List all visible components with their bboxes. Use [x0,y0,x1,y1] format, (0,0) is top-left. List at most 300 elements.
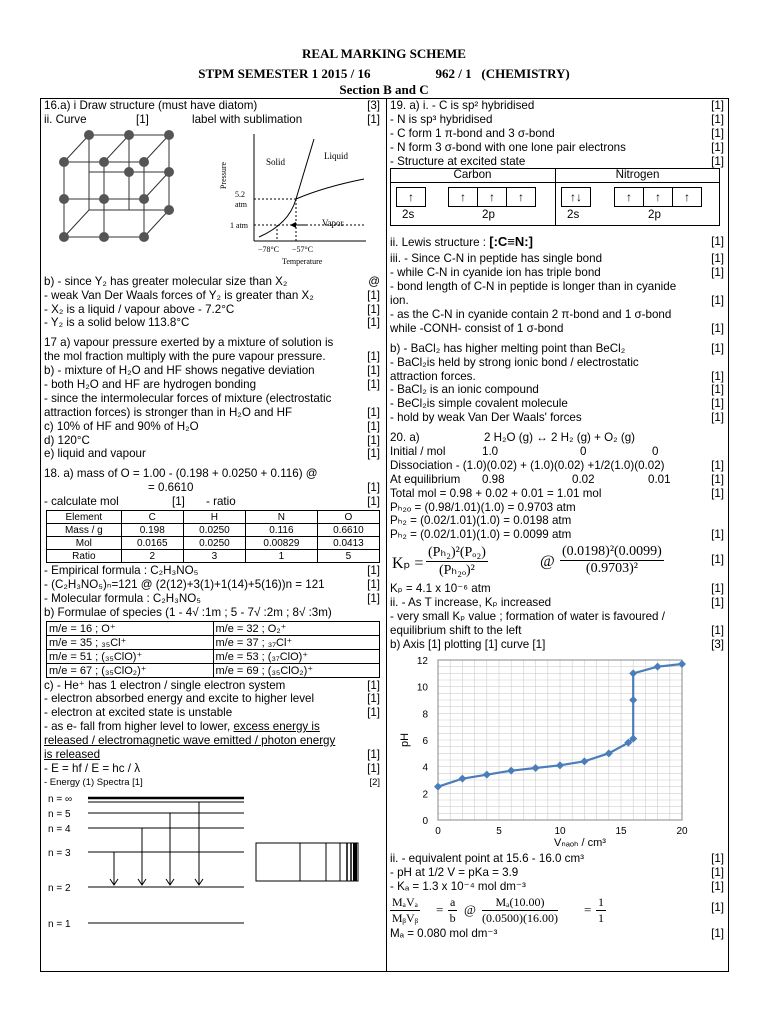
q17-line [44,364,382,378]
vapor-label: Vapor [322,217,344,228]
q19-line [390,397,726,411]
q19-text: attraction forces. [390,369,476,383]
q18-line [44,606,382,620]
ratio-denominator: 1 [598,911,604,926]
q20-text: 0.02 [572,472,595,486]
q20-text: 0.01 [648,472,671,486]
mark: [3] [711,637,724,651]
mark: [1] [367,433,380,447]
table-cell: m/e = 67 ; (₃₅ClO₂)⁺ [47,663,214,677]
y-tick-label: 0 [422,815,428,827]
section-title: Section B and C [339,82,429,97]
mark: [1] [711,582,724,596]
data-point [458,774,466,782]
orbital-box: ↑↓ [561,187,591,207]
mark: [1] [367,350,380,364]
q19-text: 19. a) i. - C is sp² hybridised [390,99,535,112]
ratio-denominator: b [449,911,456,926]
q19-line [390,356,726,370]
document-title: REAL MARKING SCHEME [302,46,466,61]
liquid-label: Liquid [324,150,348,161]
table-cell: m/e = 53 ; (₃₇ClO)⁺ [213,649,380,663]
q17-text: the mol fraction multiply with the pure vapour pressure. [44,350,326,364]
ab-fraction [448,895,457,926]
energy-level-label: n = ∞ [48,793,73,805]
orbital-box: ↑ [448,187,478,207]
lattice-structure-diagram [44,127,194,245]
q19-line [390,294,726,308]
q20-equation: 2 H₂O (g) ↔ 2 H₂ (g) + O₂ (g) [484,431,636,445]
table-cell: 2 [121,550,183,563]
q19-line [390,383,726,397]
q18-text: - Empirical formula : C₂H₃NO₅ [44,564,199,578]
q18-text: is released [44,748,101,762]
q17-text: 17 a) vapour pressure exerted by a mixture of solution is [44,336,334,350]
q19-line [390,113,726,127]
table-cell: 0.6610 [317,524,379,537]
right-column [390,99,726,941]
ratio-denominator: (0.0500)(16.00) [482,911,558,926]
table-cell: Ratio [47,550,122,563]
mark: [1] [367,316,380,330]
energy-level-label: n = 1 [48,918,71,930]
data-point [434,782,442,790]
q18-text: - Molecular formula : C₂H₃NO₅ [44,591,201,605]
temperature-tick: −57°C [292,244,314,254]
y-tick-label: 10 [416,682,428,694]
mark: [3] [367,99,380,112]
q20-text: - pH at 1/2 V = pKa = 3.9 [390,865,519,879]
q20-line [390,624,726,638]
mark: [1] [367,577,380,591]
q20-text: ii. - As T increase, Kₚ increased [390,596,552,610]
q19-line [390,232,726,252]
data-point [629,669,637,677]
mark: [1] [711,112,724,126]
q18-text: excess energy is [233,720,320,734]
orbital-box: ↑ [477,187,507,207]
mark: [1] [711,154,724,168]
q20-line [390,473,726,487]
mark: [1] [711,235,724,249]
q20-line [390,431,726,445]
q18-line [44,762,382,776]
q19-text: - C form 1 π-bond and 3 σ-bond [390,126,555,140]
q17-text: b) - mixture of H₂O and HF shows negative deviation [44,364,315,378]
energy-level-diagram [44,790,382,930]
mark: [1] [711,140,724,154]
energy-level-label: n = 4 [48,823,71,835]
energy-level-label: n = 2 [48,882,71,894]
mark: [1] [711,528,724,542]
q19-text: - BaCl₂ is an ionic compound [390,383,539,397]
data-point [532,764,540,772]
orbital-box: ↑ [643,187,673,207]
x-tick-label: 15 [615,825,627,837]
solid-label: Solid [266,156,286,167]
q17-line [44,350,382,364]
q19-line [390,155,726,169]
q16-text: label with sublimation [192,112,303,126]
table-row [47,663,380,677]
mark: [1] [711,369,724,383]
temperature-axis-label: Temperature [282,256,323,266]
orbital-box: ↑ [614,187,644,207]
q16-line [44,316,382,330]
data-point [580,757,588,765]
q18-text: - electron absorbed energy and excite to higher level [44,692,315,706]
table-cell: m/e = 51 ; (₃₅ClO)⁺ [47,649,214,663]
q19-text: while -CONH- consist of 1 σ-bond [390,321,564,335]
titration-curve-chart [390,652,726,852]
q17-text: c) 10% of HF and 90% of H₂O [44,419,199,433]
mark: [1] [136,112,149,126]
energy-level-label: n = 3 [48,847,71,859]
q20-text: - Kₐ = 1.3 x 10⁻⁴ mol dm⁻³ [390,879,526,893]
q18-line [44,495,382,509]
q18-line [44,564,382,578]
q17-line [44,378,382,392]
mark: [1] [367,591,380,605]
mark: [1] [711,321,724,335]
q18-text: = 0.6610 [148,481,194,495]
q16-line [44,113,382,127]
q20-text: equilibrium shift to the left [390,623,522,637]
mark: [1] [367,481,380,495]
orbital-2s-label: 2s [402,208,415,222]
q20-text: Dissociation - (1.0)(0.02) + (1.0)(0.02) +1/2(1.0)(0.02) [390,458,665,472]
q20-text: Pₕ₂ = (0.02/1.01)(1.0) = 0.0099 atm [390,528,572,542]
mark: [1] [367,288,380,302]
q18-line [44,734,382,748]
q18-text: - (C₂H₃NO₅)ₙ=121 @ (2(12)+3(1)+1(14)+5(16))n = 121 [44,577,325,591]
table-header: C [121,511,183,524]
kp-label: Kₚ = [392,555,424,573]
q20-line [390,610,726,624]
q20-line [390,927,726,941]
q16-text: ii. Curve [44,112,87,126]
q18-line [44,592,382,606]
q17-line [44,336,382,350]
q20-text: 0 [652,445,659,459]
mark: [1] [711,294,724,308]
equals-sign: = [584,902,592,918]
table-cell: m/e = 69 ; (₃₅ClO₂)⁺ [213,663,380,677]
mark: [1] [711,596,724,610]
equals-sign: = [436,902,444,918]
table-cell: m/e = 35 ; ₃₅Cl⁺ [47,635,214,649]
q20-text: - very small Kₚ value ; formation of water is favoured / [390,610,665,624]
table-cell: 1 [245,550,317,563]
q20-line [390,638,726,652]
q16-diagrams [44,127,382,266]
carbon-label: Carbon [453,168,492,182]
q19-text: - N form 3 σ-bond with one lone pair electrons [390,140,626,154]
table-row [47,649,380,663]
q19-text: - BaCl₂is held by strong ionic bond / electrostatic [390,355,639,369]
mark: [1] [711,623,724,637]
mark: [1] [367,405,380,419]
q20-text: Kₚ = 4.1 x 10⁻⁶ atm [390,582,491,596]
q18-line [44,481,382,495]
data-point [483,770,491,778]
mark: [1] [367,112,380,126]
y-tick-label: 8 [422,709,428,721]
pressure-axis-label: Pressure [219,161,228,189]
q19-text: iii. - Since C-N in peptide has single bond [390,252,603,266]
kp-at: @ [540,553,555,571]
ratio-numerator: MₐVₐ [392,895,418,910]
q17-line [44,392,382,406]
table-row [47,537,380,550]
ratio-numerator: a [450,895,456,910]
y-tick-label: 6 [422,735,428,747]
q20-text: 1.0 [482,445,499,459]
table-row [47,621,380,635]
q20-line [390,852,726,866]
mark: [1] [711,397,724,411]
orbital-2p-label: 2p [482,208,495,222]
table-header: O [317,511,379,524]
q17-line [44,420,382,434]
phase-diagram [214,129,374,269]
ratio-denominator: MᵦVᵦ [391,911,418,926]
mark: [1] [711,252,724,266]
q19-text: - BeCl₂is simple covalent molecule [390,397,568,411]
element-ratio-table [46,510,380,563]
q19-text: - N is sp³ hybridised [390,112,493,126]
q19-text: - hold by weak Van Der Waals' forces [390,411,582,425]
x-tick-label: 20 [676,825,688,837]
q19-line [390,411,726,425]
q17-text: d) 120°C [44,433,90,447]
mark: [1] [711,901,724,915]
table-cell: 0.0250 [183,537,245,550]
y-tick-label: 12 [416,655,428,667]
data-point [654,662,662,670]
q17-text: e) liquid and vapour [44,447,146,461]
q17-text: attraction forces) is stronger than in H₂O and HF [44,405,293,419]
kp-fraction-numeric [560,544,664,577]
q20-text: Initial / mol [390,445,446,459]
mark: [1] [711,865,724,879]
table-cell: 3 [183,550,245,563]
mark: [1] [711,126,724,140]
q20-line [390,445,726,459]
q20-line [390,596,726,610]
x-axis-label: Vₙₐₒₕ / cm³ [554,836,606,849]
mark: [1] [711,472,724,486]
q18-line [44,578,382,592]
orbital-box: ↑ [506,187,536,207]
q19-line [390,141,726,155]
mark: [1] [711,458,724,472]
q20-text: b) Axis [1] plotting [1] curve [1] [390,637,546,651]
q16-line [44,99,382,113]
q17-line [44,447,382,461]
data-point [556,761,564,769]
table-header: N [245,511,317,524]
table-cell: 0.198 [121,524,183,537]
q17-line [44,406,382,420]
q18-text: released / electromagnetic wave emitted / photon energy [44,734,336,748]
q19-text: ion. [390,294,409,308]
x-tick-label: 10 [554,825,566,837]
y-axis-label: pH [399,732,411,747]
q19-line [390,280,726,294]
pressure-unit: atm [235,199,247,209]
q20-line [390,501,726,515]
q20-line [390,487,726,501]
orbital-diagram [390,168,726,228]
kp-expression [390,542,726,582]
q20-line [390,582,726,596]
q18-text: - electron at excited state is unstable [44,706,233,720]
q18-line [44,467,382,481]
table-cell: m/e = 32 ; O₂⁺ [213,621,380,635]
q18-text: 18. a) mass of O = 1.00 - (0.198 + 0.0250 + 0.116) @ [44,467,318,481]
q20-line [390,528,726,542]
q20-text: At equilibrium [390,472,461,486]
q17-text: - both H₂O and HF are hydrogen bonding [44,378,257,392]
q19-text: - as the C-N in cyanide contain 2 π-bond and 1 σ-bond [390,308,672,322]
data-point [605,749,613,757]
q20-line [390,459,726,473]
kp-numerator: (0.0198)²(0.0099) [562,544,662,560]
q18-text: - as e- fall from higher level to lower, [44,720,234,734]
mark: [1] [367,748,380,762]
q18-text: c) - He⁺ has 1 electron / single electron system [44,678,286,692]
x-tick-label: 5 [496,825,502,837]
q20-line [390,866,726,880]
species-table [46,621,380,678]
document-subtitle: STPM SEMESTER 1 2015 / 16 962 / 1 (CHEMISTRY) [198,66,570,81]
pressure-tick: 1 atm [230,220,248,230]
table-cell: 0.0413 [317,537,379,550]
one-fraction [596,895,606,926]
mark: [1] [367,495,380,509]
x-tick-label: 0 [435,825,441,837]
q19-line [390,370,726,384]
orbital-2p-label: 2p [648,208,661,222]
q20-text: Pₕ₂ = (0.02/1.01)(1.0) = 0.0198 atm [390,514,572,528]
kp-denominator: (Pₕ₂ₒ)² [438,563,475,579]
table-cell: Mass / g [47,524,122,537]
lewis-structure: [:C≡N:] [489,234,533,250]
q16-text: - weak Van Der Waals forces of Y₂ is greater than X₂ [44,288,314,302]
q16-text: - X₂ is a liquid / vapour above - 7.2°C [44,302,235,316]
q19-line [390,266,726,280]
q19-line [390,99,726,113]
mark: [1] [367,302,380,316]
y-tick-label: 4 [422,762,428,774]
ratio-fraction [390,895,420,926]
mark: [1] [711,411,724,425]
q20-line [390,514,726,528]
orbital-box: ↑ [672,187,702,207]
q19-text: - bond length of C-N in peptide is longer than in cyanide [390,280,677,294]
q18-line [44,679,382,693]
kp-numerator: (Pₕ₂)²(Pₒ₂) [428,545,486,561]
orbital-2s-label: 2s [567,208,580,222]
mark: [2] [369,776,380,788]
q19-line [390,322,726,336]
mark: [1] [367,706,380,720]
q18-text: - ratio [206,495,236,509]
q17-text: - since the intermolecular forces of mixture (electrostatic [44,391,332,405]
mark: [1] [367,419,380,433]
q19-line [390,252,726,266]
table-row [47,550,380,563]
mark: [1] [367,564,380,578]
mark: [1] [367,678,380,692]
q19-text: - while C-N in cyanide ion has triple bond [390,266,601,280]
q18-line [44,776,382,790]
mark: [1] [711,341,724,355]
mark: @ [368,274,380,288]
table-header: H [183,511,245,524]
q18-text: - calculate mol [44,495,119,509]
q16-text: 16.a) i Draw structure (must have diatom) [44,99,258,112]
q18-line [44,748,382,762]
mark: [1] [367,761,380,775]
mark: [1] [711,851,724,865]
nitrogen-label: Nitrogen [615,168,660,182]
mark: [1] [172,495,185,509]
mark: [1] [367,378,380,392]
q18-line [44,706,382,720]
ratio-numerator: 1 [598,895,604,910]
table-header: Element [47,511,122,524]
mark: [1] [711,383,724,397]
q18-text: - E = hf / E = hc / λ [44,761,141,775]
q18-text: b) Formulae of species (1 - 4√ :1m ; 5 - 7√ :2m ; 8√ :3m) [44,605,332,619]
orbital-box: ↑ [396,187,426,207]
table-cell: Mol [47,537,122,550]
q20-text: 0 [580,445,587,459]
mark: [1] [711,266,724,280]
mark: [1] [367,364,380,378]
y-tick-label: 2 [422,789,428,801]
q16-line [44,275,382,289]
left-column [44,99,382,930]
table-cell: 5 [317,550,379,563]
energy-level-label: n = 5 [48,808,71,820]
table-cell: m/e = 16 ; O⁺ [47,621,214,635]
q20-text: ii. - equivalent point at 15.6 - 16.0 cm³ [390,851,584,865]
table-row [47,524,380,537]
q18-line [44,720,382,734]
mark: [1] [367,447,380,461]
ma-fraction [482,895,558,926]
q20-text: 20. a) [390,431,420,445]
temperature-tick: −78°C [258,244,280,254]
q18-line [44,692,382,706]
q19-line [390,308,726,322]
energy-level-svg [44,790,382,930]
q20-text: Total mol = 0.98 + 0.02 + 0.01 = 1.01 mol [390,486,602,500]
kp-denominator: (0.9703)² [585,561,638,577]
q16-text: b) - since Y₂ has greater molecular size than X₂ [44,274,288,288]
q18-text: - Energy (1) Spectra [1] [44,776,143,788]
q20-text: Pₕ₂ₒ = (0.98/1.01)(1.0) = 0.9703 atm [390,500,576,514]
ma-ratio-expression [390,893,726,927]
pressure-tick: 5.2 [235,189,245,199]
q19-text: - Structure at excited state [390,154,526,168]
data-point [629,696,637,704]
table-header-row [47,511,380,524]
table-cell: 0.0250 [183,524,245,537]
